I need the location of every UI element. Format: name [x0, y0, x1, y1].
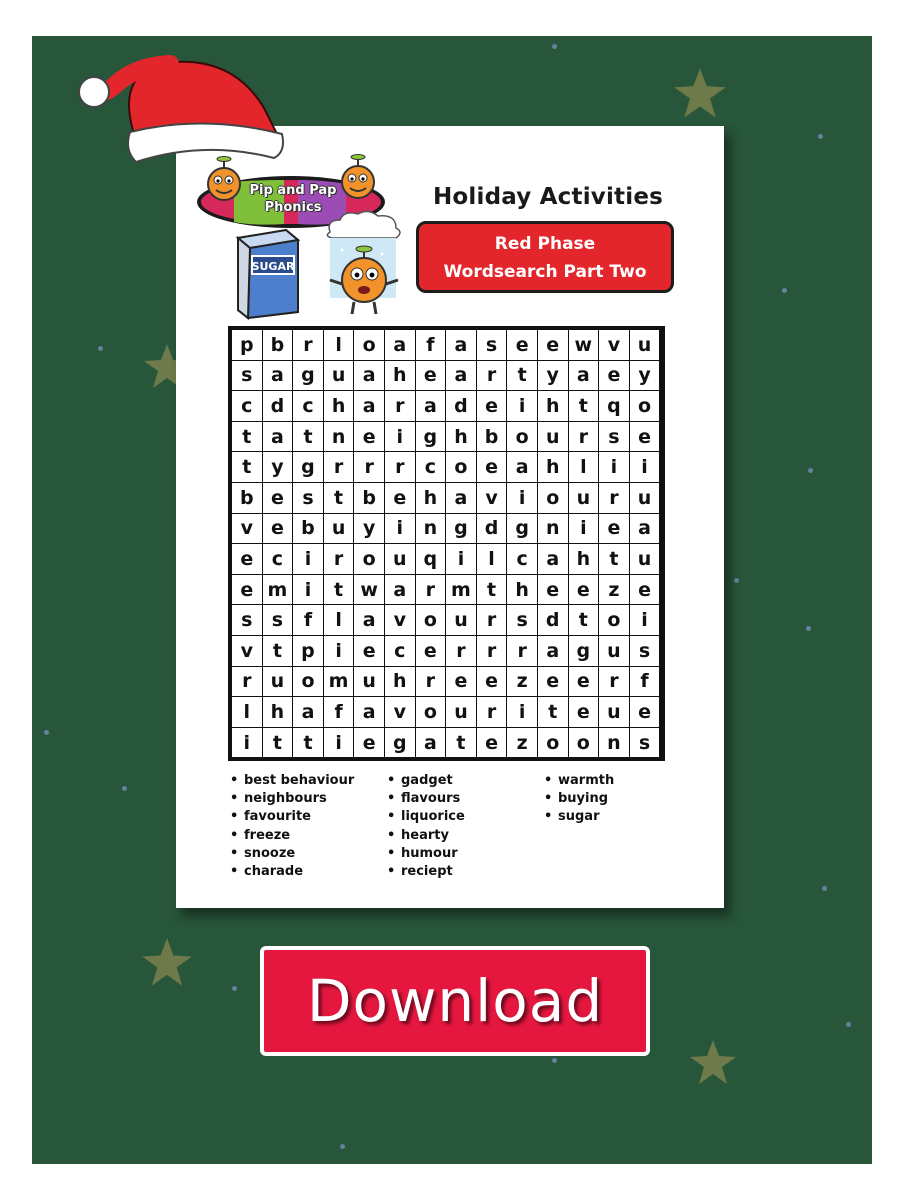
word-list-column	[387, 772, 465, 881]
grid-cell: e	[599, 361, 629, 391]
grid-cell: e	[569, 667, 599, 697]
grid-cell: r	[385, 452, 415, 482]
grid-cell: l	[477, 544, 507, 574]
grid-cell: s	[630, 636, 660, 666]
grid-cell: t	[477, 575, 507, 605]
grid-cell: a	[263, 361, 293, 391]
grid-cell: i	[232, 728, 262, 758]
snow-dot	[822, 886, 827, 891]
download-button[interactable]	[260, 946, 650, 1056]
phase-banner-line-1: Red Phase	[494, 234, 596, 254]
star-icon	[672, 66, 728, 122]
snow-dot	[808, 468, 813, 473]
grid-cell: u	[599, 636, 629, 666]
logo-line-1: Pip and Pap	[249, 183, 337, 198]
word-item: • reciept	[387, 863, 465, 881]
grid-cell: v	[599, 330, 629, 360]
snow-dot	[340, 1144, 345, 1149]
grid-cell: n	[416, 514, 446, 544]
grid-cell: a	[293, 697, 323, 727]
grid-cell: a	[569, 361, 599, 391]
phase-banner-line-2: Wordsearch Part Two	[443, 262, 647, 282]
grid-cell: y	[263, 452, 293, 482]
grid-cell: a	[354, 361, 384, 391]
grid-cell: r	[599, 667, 629, 697]
grid-cell: o	[293, 667, 323, 697]
grid-cell: n	[538, 514, 568, 544]
grid-cell: d	[477, 514, 507, 544]
grid-cell: o	[446, 452, 476, 482]
grid-cell: e	[538, 330, 568, 360]
grid-cell: r	[477, 361, 507, 391]
grid-cell: y	[630, 361, 660, 391]
grid-cell: t	[293, 728, 323, 758]
worksheet-preview	[176, 126, 724, 908]
grid-cell: c	[385, 636, 415, 666]
grid-cell: a	[354, 605, 384, 635]
grid-cell: u	[630, 544, 660, 574]
grid-cell: b	[293, 514, 323, 544]
grid-cell: r	[599, 483, 629, 513]
grid-cell: h	[416, 483, 446, 513]
grid-cell: s	[263, 605, 293, 635]
word-item: • sugar	[544, 808, 614, 826]
grid-cell: c	[507, 544, 537, 574]
grid-cell: a	[446, 330, 476, 360]
grid-cell: r	[354, 452, 384, 482]
grid-cell: s	[477, 330, 507, 360]
grid-cell: h	[569, 544, 599, 574]
snow-dot	[806, 626, 811, 631]
grid-cell: a	[416, 391, 446, 421]
grid-cell: o	[538, 728, 568, 758]
word-item: • charade	[230, 863, 354, 881]
grid-cell: h	[538, 391, 568, 421]
grid-cell: u	[324, 514, 354, 544]
grid-cell: u	[446, 697, 476, 727]
grid-cell: a	[385, 575, 415, 605]
grid-cell: a	[263, 422, 293, 452]
grid-cell: t	[324, 575, 354, 605]
grid-cell: q	[599, 391, 629, 421]
grid-cell: u	[538, 422, 568, 452]
grid-cell: r	[385, 391, 415, 421]
download-button-label: Download	[306, 967, 604, 1035]
grid-cell: v	[232, 514, 262, 544]
grid-cell: t	[263, 636, 293, 666]
grid-cell: g	[569, 636, 599, 666]
grid-cell: e	[385, 483, 415, 513]
grid-cell: r	[324, 452, 354, 482]
phase-banner	[416, 221, 674, 293]
grid-cell: s	[232, 605, 262, 635]
grid-cell: i	[293, 544, 323, 574]
grid-cell: e	[599, 514, 629, 544]
grid-cell: a	[385, 330, 415, 360]
grid-cell: u	[599, 697, 629, 727]
snow-dot	[232, 986, 237, 991]
grid-cell: u	[324, 361, 354, 391]
grid-cell: a	[446, 483, 476, 513]
grid-cell: e	[354, 422, 384, 452]
word-item: • warmth	[544, 772, 614, 790]
grid-cell: v	[385, 605, 415, 635]
word-item: • freeze	[230, 827, 354, 845]
grid-cell: g	[446, 514, 476, 544]
grid-cell: r	[477, 697, 507, 727]
grid-cell: r	[507, 636, 537, 666]
grid-cell: o	[354, 330, 384, 360]
grid-cell: r	[416, 575, 446, 605]
grid-cell: e	[416, 636, 446, 666]
grid-cell: i	[324, 636, 354, 666]
grid-cell: a	[354, 697, 384, 727]
grid-cell: i	[293, 575, 323, 605]
grid-cell: i	[385, 422, 415, 452]
word-item: • best behaviour	[230, 772, 354, 790]
snow-dot	[552, 1058, 557, 1063]
word-item: • hearty	[387, 827, 465, 845]
grid-cell: e	[538, 667, 568, 697]
word-item: • neighbours	[230, 790, 354, 808]
word-item: • liquorice	[387, 808, 465, 826]
grid-cell: a	[630, 514, 660, 544]
snow-dot	[782, 288, 787, 293]
grid-cell: g	[293, 452, 323, 482]
grid-cell: p	[232, 330, 262, 360]
grid-cell: i	[569, 514, 599, 544]
grid-cell: f	[293, 605, 323, 635]
grid-cell: o	[630, 391, 660, 421]
grid-cell: o	[416, 605, 446, 635]
grid-cell: e	[538, 575, 568, 605]
grid-cell: e	[630, 422, 660, 452]
grid-cell: w	[569, 330, 599, 360]
grid-cell: e	[569, 697, 599, 727]
grid-cell: v	[477, 483, 507, 513]
grid-cell: v	[385, 697, 415, 727]
grid-cell: a	[538, 544, 568, 574]
grid-cell: o	[538, 483, 568, 513]
grid-cell: r	[477, 636, 507, 666]
grid-cell: u	[385, 544, 415, 574]
grid-cell: i	[385, 514, 415, 544]
word-item: • gadget	[387, 772, 465, 790]
grid-cell: u	[446, 605, 476, 635]
grid-cell: h	[446, 422, 476, 452]
grid-cell: g	[416, 422, 446, 452]
grid-cell: i	[507, 483, 537, 513]
grid-cell: a	[507, 452, 537, 482]
grid-cell: e	[569, 575, 599, 605]
grid-cell: z	[599, 575, 629, 605]
grid-cell: a	[446, 361, 476, 391]
grid-cell: r	[477, 605, 507, 635]
grid-cell: i	[507, 697, 537, 727]
grid-cell: d	[446, 391, 476, 421]
grid-cell: p	[293, 636, 323, 666]
santa-hat-icon	[74, 48, 286, 168]
grid-cell: m	[324, 667, 354, 697]
grid-cell: e	[354, 728, 384, 758]
grid-cell: h	[324, 391, 354, 421]
logo-line-2: Phonics	[264, 200, 322, 215]
snow-dot	[734, 578, 739, 583]
grid-cell: e	[354, 636, 384, 666]
grid-cell: c	[263, 544, 293, 574]
grid-cell: e	[477, 728, 507, 758]
grid-cell: r	[324, 544, 354, 574]
grid-cell: r	[569, 422, 599, 452]
grid-cell: u	[630, 330, 660, 360]
grid-cell: t	[569, 605, 599, 635]
grid-cell: r	[232, 667, 262, 697]
grid-cell: l	[232, 697, 262, 727]
grid-cell: e	[507, 330, 537, 360]
grid-cell: t	[324, 483, 354, 513]
grid-cell: e	[263, 483, 293, 513]
grid-cell: b	[263, 330, 293, 360]
grid-cell: l	[569, 452, 599, 482]
wordsearch-grid	[228, 326, 665, 761]
grid-cell: o	[569, 728, 599, 758]
grid-cell: w	[354, 575, 384, 605]
grid-cell: t	[263, 728, 293, 758]
grid-cell: c	[293, 391, 323, 421]
grid-cell: f	[416, 330, 446, 360]
grid-cell: h	[507, 575, 537, 605]
grid-cell: n	[599, 728, 629, 758]
grid-cell: l	[324, 330, 354, 360]
grid-cell: t	[507, 361, 537, 391]
grid-cell: e	[232, 544, 262, 574]
word-list-column	[544, 772, 614, 827]
grid-cell: f	[324, 697, 354, 727]
grid-cell: d	[538, 605, 568, 635]
grid-cell: i	[446, 544, 476, 574]
grid-cell: z	[507, 728, 537, 758]
grid-cell: u	[630, 483, 660, 513]
grid-cell: e	[630, 575, 660, 605]
grid-cell: c	[416, 452, 446, 482]
grid-cell: i	[630, 452, 660, 482]
grid-cell: g	[293, 361, 323, 391]
word-item: • snooze	[230, 845, 354, 863]
grid-cell: t	[232, 422, 262, 452]
grid-cell: e	[477, 452, 507, 482]
grid-cell: i	[599, 452, 629, 482]
grid-cell: e	[232, 575, 262, 605]
grid-cell: f	[630, 667, 660, 697]
snow-dot	[44, 730, 49, 735]
grid-cell: o	[416, 697, 446, 727]
grid-cell: h	[385, 361, 415, 391]
monster-snow-illustration	[322, 210, 406, 322]
grid-cell: t	[232, 452, 262, 482]
grid-cell: s	[293, 483, 323, 513]
snow-dot	[98, 346, 103, 351]
grid-cell: i	[324, 728, 354, 758]
grid-cell: r	[293, 330, 323, 360]
grid-cell: s	[232, 361, 262, 391]
grid-cell: b	[354, 483, 384, 513]
word-item: • favourite	[230, 808, 354, 826]
grid-cell: a	[416, 728, 446, 758]
star-icon	[688, 1038, 738, 1088]
grid-cell: d	[263, 391, 293, 421]
grid-cell: e	[630, 697, 660, 727]
snow-dot	[122, 786, 127, 791]
grid-cell: e	[263, 514, 293, 544]
grid-cell: h	[263, 697, 293, 727]
word-item: • flavours	[387, 790, 465, 808]
grid-cell: z	[507, 667, 537, 697]
grid-cell: y	[538, 361, 568, 391]
grid-cell: e	[446, 667, 476, 697]
grid-cell: g	[385, 728, 415, 758]
grid-cell: r	[416, 667, 446, 697]
grid-cell: s	[599, 422, 629, 452]
word-item: • buying	[544, 790, 614, 808]
grid-cell: n	[324, 422, 354, 452]
grid-cell: t	[446, 728, 476, 758]
grid-cell: o	[599, 605, 629, 635]
grid-cell: v	[232, 636, 262, 666]
grid-cell: u	[263, 667, 293, 697]
grid-cell: r	[446, 636, 476, 666]
grid-cell: t	[599, 544, 629, 574]
grid-cell: h	[538, 452, 568, 482]
grid-cell: m	[446, 575, 476, 605]
grid-cell: a	[354, 391, 384, 421]
grid-cell: c	[232, 391, 262, 421]
grid-cell: s	[630, 728, 660, 758]
grid-cell: h	[385, 667, 415, 697]
grid-cell: q	[416, 544, 446, 574]
grid-cell: l	[324, 605, 354, 635]
snow-dot	[846, 1022, 851, 1027]
sugar-label: SUGAR	[251, 260, 295, 273]
grid-cell: s	[507, 605, 537, 635]
word-list	[230, 772, 690, 882]
word-item: • humour	[387, 845, 465, 863]
grid-cell: i	[507, 391, 537, 421]
grid-cell: m	[263, 575, 293, 605]
grid-cell: i	[630, 605, 660, 635]
sugar-box-illustration	[232, 222, 302, 320]
star-icon	[140, 936, 194, 990]
grid-cell: t	[569, 391, 599, 421]
grid-cell: u	[569, 483, 599, 513]
grid-cell: g	[507, 514, 537, 544]
word-list-column	[230, 772, 354, 881]
page-title: Holiday Activities	[432, 184, 664, 210]
grid-cell: b	[232, 483, 262, 513]
grid-cell: e	[416, 361, 446, 391]
grid-cell: t	[538, 697, 568, 727]
grid-cell: o	[354, 544, 384, 574]
snow-dot	[552, 44, 557, 49]
grid-cell: y	[354, 514, 384, 544]
grid-cell: u	[354, 667, 384, 697]
grid-cell: e	[477, 391, 507, 421]
grid-cell: a	[538, 636, 568, 666]
grid-cell: o	[507, 422, 537, 452]
grid-cell: e	[477, 667, 507, 697]
grid-cell: b	[477, 422, 507, 452]
grid-cell: t	[293, 422, 323, 452]
snow-dot	[818, 134, 823, 139]
